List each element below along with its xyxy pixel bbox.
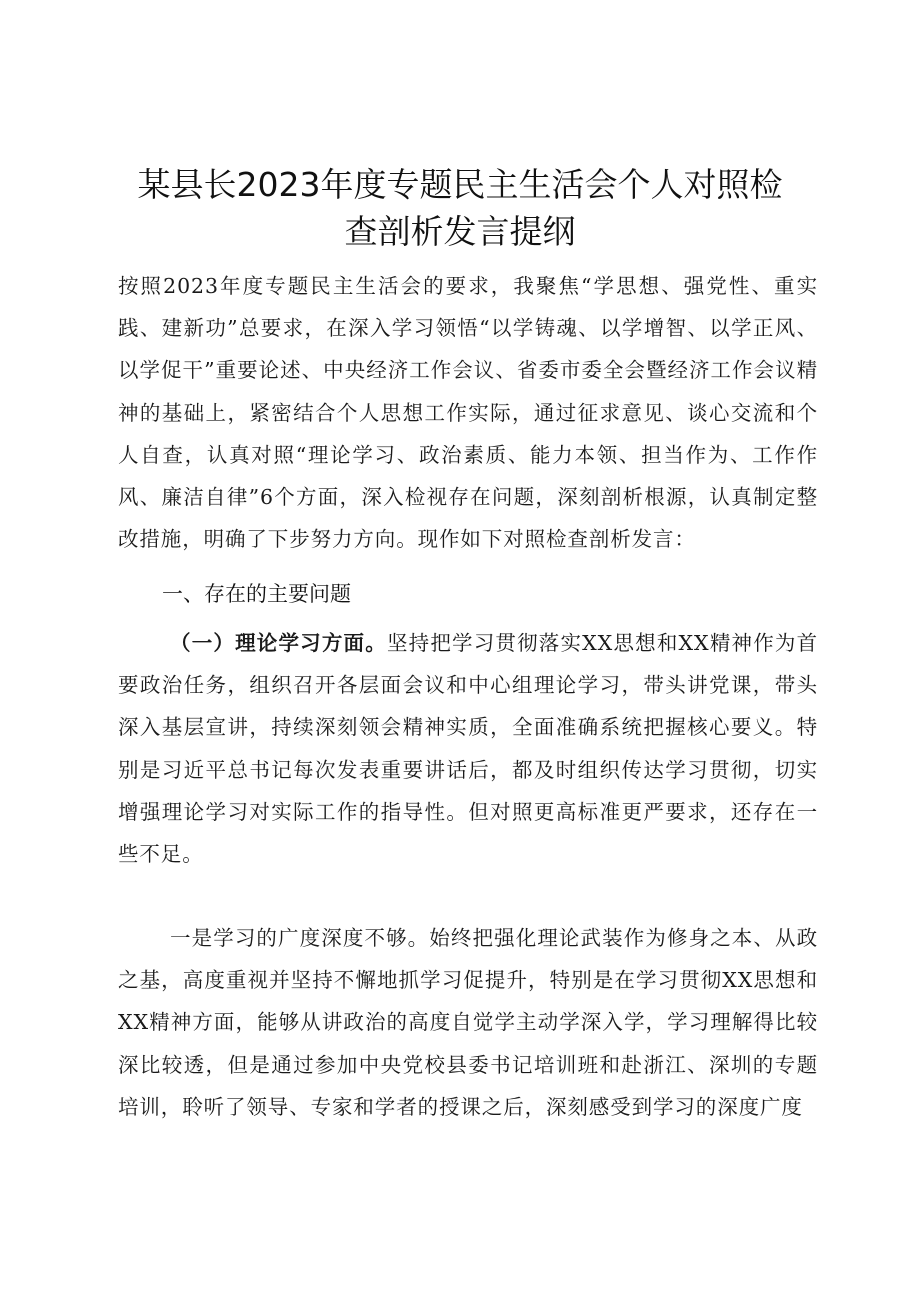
- section-heading-1: 一、存在的主要问题: [162, 582, 351, 606]
- subsection-text-1: 坚持把学习贯彻落实XX思想和XX精神作为首要政治任务，组织召开各层面会议和中心组理论学习，带头讲党课，带头深入基层宣讲，持续深刻领会精神实质，全面准确系统把握核心要义。特别是习近平总书记每次发表重要讲话后，都及时组织传达学习贯彻，切实增强理论学习对实际工作的指导性。但对照更高标准更严要求，还存在一些不足。: [118, 631, 818, 867]
- intro-paragraph: 按照2023年度专题民主生活会的要求，我聚焦“学思想、强党性、重实践、建新功”总要求，在深入学习领悟“以学铸魂、以学增智、以学正风、以学促干”重要论述、中央经济工作会议、省委市委全会暨经济工作会议精神的基础上，紧密结合个人思想工作实际，通过征求意见、谈心交流和个人自查，认真对照“理论学习、政治素质、能力本领、担当作为、工作作风、廉洁自律”6个方面，深入检视存在问题，深刻剖析根源，认真制定整改措施，明确了下步努力方向。现作如下对照检查剖析发言：: [118, 274, 818, 552]
- subsection-paragraph-1: [118, 622, 818, 875]
- point-paragraph-1: 一是学习的广度深度不够。始终把强化理论武装作为修身之本、从政之基，高度重视并坚持不懈地抓学习促提升，特别是在学习贯彻XX思想和XX精神方面，能够从讲政治的高度自觉学主动学深入学，学习理解得比较深比较透，但是通过参加中央党校县委书记培训班和赴浙江、深圳的专题培训，聆听了领导、专家和学者的授课之后，深刻感受到学习的深度广度: [118, 926, 818, 1119]
- subsection-heading-1: （一）理论学习方面。: [170, 631, 387, 655]
- document-title-line-1: 某县长2023年度专题民主生活会个人对照检: [137, 165, 783, 204]
- document-title-line-2: 查剖析发言提纲: [344, 212, 576, 251]
